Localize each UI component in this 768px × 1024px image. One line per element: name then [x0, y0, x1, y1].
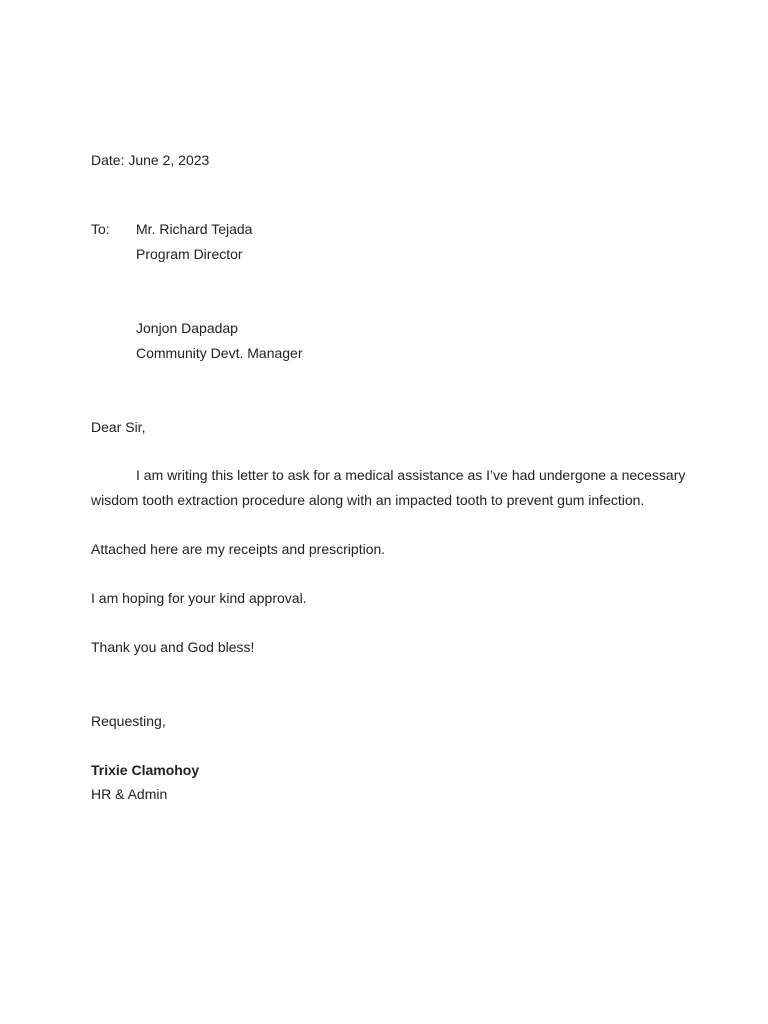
recipient-1-title: Program Director: [136, 246, 243, 262]
sender-title: HR & Admin: [91, 786, 168, 802]
recipient-1-name: Mr. Richard Tejada: [136, 221, 253, 237]
letter-date: Date: June 2, 2023: [91, 152, 210, 168]
to-label: To:: [91, 221, 110, 237]
body-paragraph-2: Attached here are my receipts and prescription.: [91, 541, 386, 557]
salutation: Dear Sir,: [91, 419, 146, 435]
body-paragraph-1-line-2: wisdom tooth extraction procedure along with an impacted tooth to prevent gum infection.: [91, 492, 645, 508]
sender-name: Trixie Clamohoy: [91, 762, 200, 778]
body-paragraph-1-line-1: I am writing this letter to ask for a medical assistance as I’ve had undergone a necessary: [136, 467, 686, 483]
recipient-2-name: Jonjon Dapadap: [136, 320, 238, 336]
body-paragraph-4: Thank you and God bless!: [91, 639, 255, 655]
body-paragraph-3: I am hoping for your kind approval.: [91, 590, 307, 606]
recipient-2-title: Community Devt. Manager: [136, 345, 303, 361]
closing: Requesting,: [91, 713, 166, 729]
